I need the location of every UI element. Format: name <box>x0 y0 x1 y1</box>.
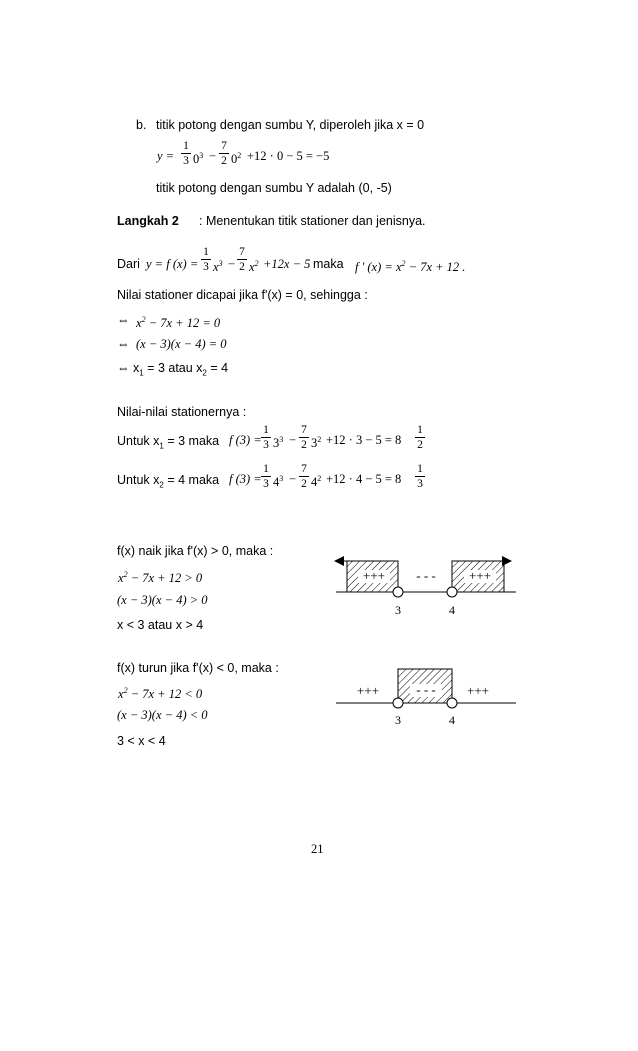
open-circle-3 <box>393 698 403 708</box>
b-frac-2: 7 2 <box>219 140 229 167</box>
row-2-prefix: Untuk $x_2 = 4$ maka <box>117 473 220 490</box>
equiv-symbol-1: ⇔ <box>117 313 130 327</box>
turun-text: f(x) turun jika f'(x) < 0, maka : <box>117 661 279 675</box>
sign-chart-naik <box>330 548 520 618</box>
row-1-frac-1: 1 3 <box>261 424 271 451</box>
step-1-eq: $x^2 - 7x + 12 = 0$ <box>136 315 221 331</box>
row-1-term-1: $3^3$ <box>273 435 284 451</box>
turun-result: 3 < x < 4 <box>117 734 166 748</box>
left-sign: +++ <box>363 568 385 583</box>
dari-label: Dari <box>117 257 140 271</box>
turun-ineq-2: (x − 3)(x − 4) < 0 <box>117 708 208 722</box>
b-eq-lhs: y = <box>157 149 175 163</box>
row-1-frac-2: 7 2 <box>299 424 309 451</box>
naik-text: f(x) naik jika f'(x) > 0, maka : <box>117 544 274 558</box>
fx-minus-a: − <box>228 257 236 271</box>
row-2-term-1: $4^3$ <box>273 474 284 490</box>
naik-result: x < 3 atau x > 4 <box>117 618 204 632</box>
row-1-lhs: f (3) = <box>229 433 262 447</box>
sign-chart-turun <box>330 660 520 730</box>
fx-frac-b: 7 2 <box>237 246 247 273</box>
b-term-2: $0^2$ <box>231 151 242 167</box>
step-2-eq: (x − 3)(x − 4) = 0 <box>136 337 227 351</box>
row-2-frac-2: 7 2 <box>299 463 309 490</box>
fx-rest: +12x − 5 <box>263 257 311 271</box>
row-1-result-frac: 1 2 <box>415 424 425 451</box>
page-number: 21 <box>311 842 324 856</box>
row-2-term-2: $4^2$ <box>311 474 322 490</box>
open-circle-4 <box>447 587 457 597</box>
row-1-rest: +12 · 3 − 5 = 8 <box>326 433 402 447</box>
b-item-text: titik potong dengan sumbu Y, diperoleh jika x = 0 <box>156 118 425 132</box>
fx-term-b: $x^2$ <box>249 259 259 275</box>
row-2-minus: − <box>289 472 297 486</box>
langkah-2-title: Langkah 2 <box>117 214 179 228</box>
open-circle-3 <box>393 587 403 597</box>
row-2-result-frac: 1 3 <box>415 463 425 490</box>
b-conclusion: titik potong dengan sumbu Y adalah (0, -5) <box>156 181 392 195</box>
maka-label: maka <box>313 257 344 271</box>
nilai-stasioner-text: Nilai stationer dicapai jika f'(x) = 0, sehingga : <box>117 288 368 302</box>
nilai-nilai-title: Nilai-nilai stationernya : <box>117 405 247 419</box>
row-1-term-2: $3^2$ <box>311 435 322 451</box>
label-3: 3 <box>395 713 401 727</box>
b-eq-rest: +12 · 0 − 5 = −5 <box>247 149 330 163</box>
list-marker-b: b. <box>136 118 147 132</box>
right-sign: +++ <box>467 683 489 698</box>
right-sign: +++ <box>469 568 491 583</box>
label-4: 4 <box>449 713 455 727</box>
b-frac-1: 1 3 <box>181 140 191 167</box>
row-2-lhs: f (3) = <box>229 472 262 486</box>
row-1-minus: − <box>289 433 297 447</box>
turun-ineq-1: $x^2 - 7x + 12 < 0$ <box>118 686 203 702</box>
row-2-frac-1: 1 3 <box>261 463 271 490</box>
b-minus: − <box>209 149 217 163</box>
open-circle-4 <box>447 698 457 708</box>
langkah-2-subtitle: : Menentukan titik stationer dan jenisnya. <box>199 214 426 228</box>
label-3: 3 <box>395 603 401 617</box>
naik-ineq-2: (x − 3)(x − 4) > 0 <box>117 593 208 607</box>
naik-ineq-1: $x^2 - 7x + 12 > 0$ <box>118 570 203 586</box>
row-1-prefix: Untuk $x_1 = 3$ maka <box>117 434 220 451</box>
step-3-eq: ⇔ $x_1 = 3$ atau $x_2 = 4$ <box>117 361 229 378</box>
fx-term-a: $x^3$ <box>213 259 223 275</box>
row-2-rest: +12 · 4 − 5 = 8 <box>326 472 402 486</box>
derivative: f ' $(x) = x^2 - 7x + 12$ . <box>355 259 466 275</box>
left-sign: +++ <box>357 683 379 698</box>
label-4: 4 <box>449 603 455 617</box>
fx-frac-a: 1 3 <box>201 246 211 273</box>
fx-lhs: y = f (x) = <box>146 257 199 271</box>
equiv-symbol-2: ⇔ <box>117 337 130 351</box>
middle-sign: - - - <box>416 682 436 697</box>
middle-sign: - - - <box>416 568 436 583</box>
b-term-1: $0^3$ <box>193 151 204 167</box>
